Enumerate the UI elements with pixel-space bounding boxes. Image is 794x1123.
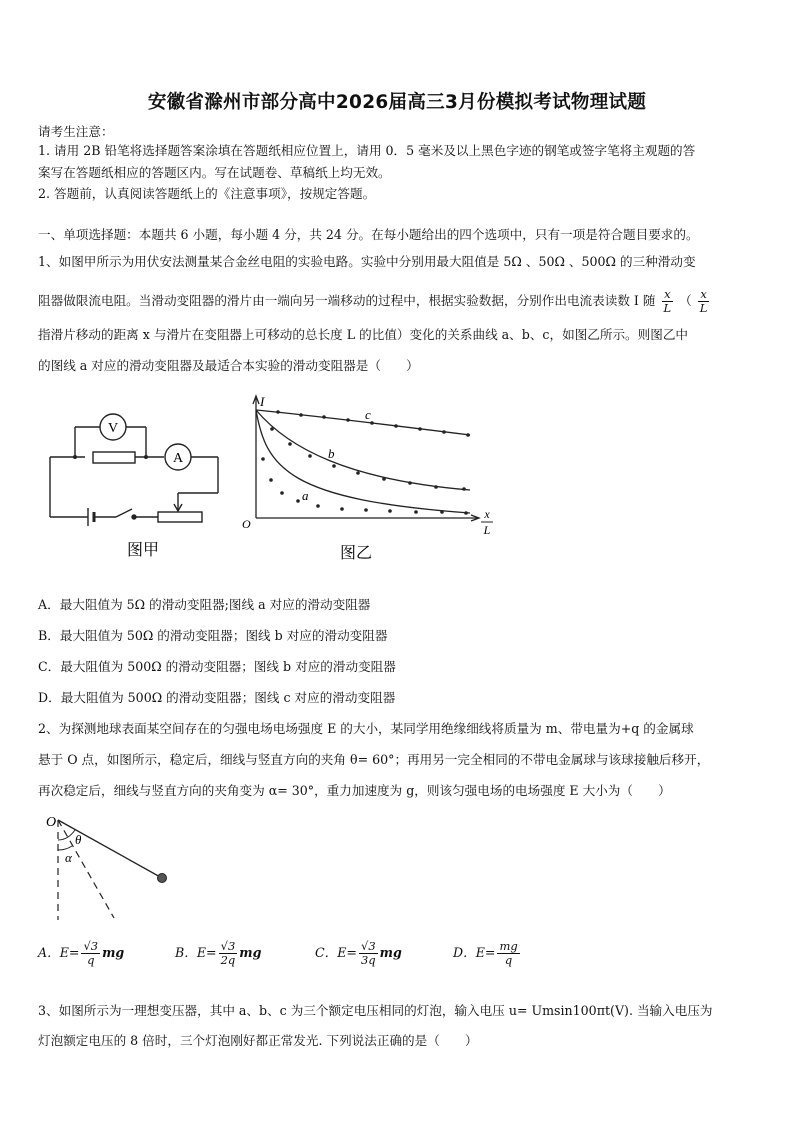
q1-line-1: 1、如图甲所示为用伏安法测量某合金丝电阻的实验电路。实验中分别用最大阻值是 5Ω 、50Ω 、500Ω 的三种滑动变 (38, 254, 696, 269)
q3-line-1: 3、如图所示为一理想变压器，其中 a、b、c 为三个额定电压相同的灯泡，输入电压 u= Umsin100πt(V). 当输入电压为 (38, 1003, 713, 1018)
q1-option-d: D．最大阻值为 500Ω 的滑动变阻器；图线 c 对应的滑动变阻器 (38, 690, 396, 705)
section-heading: 一、单项选择题：本题共 6 小题，每小题 4 分，共 24 分。在每小题给出的四个选项中，只有一项是符合题目要求的。 (38, 227, 699, 242)
notice-item-1a: 1. 请用 2B 铅笔将选择题答案涂填在答题纸相应位置上，请用 0．5 毫米及以上黑色字迹的钢笔或签字笔将主观题的答 (38, 143, 696, 158)
q1-option-c: C．最大阻值为 500Ω 的滑动变阻器；图线 b 对应的滑动变阻器 (38, 659, 396, 674)
notice-item-2: 2. 答题前，认真阅读答题纸上的《注意事项》，按规定答题。 (38, 186, 376, 201)
notice-heading: 请考生注意： (38, 124, 114, 139)
q2-line-2: 悬于 O 点，如图所示，稳定后，细线与竖直方向的夹角 θ= 60°；再用另一完全相同的不带电金属球与该球接触后移开， (38, 752, 710, 767)
q1-line-2: 阻器做限流电阻。当滑动变阻器的滑片由一端向另一端移动的过程中，根据实验数据，分别作出电流表读数 I 随 $\frac{x}{L}$ （ $\frac{x}{L}$ (38, 287, 708, 315)
curve-a-label: a (302, 488, 309, 503)
theta-label: θ (75, 832, 82, 847)
q2-option-d: D．E= $\frac{mg}{q}$ (453, 939, 518, 967)
graph-origin: O (242, 517, 251, 531)
q1-fraction-x-over-l: $\frac{x}{L}$ (663, 287, 672, 315)
pendulum-o-label: O (46, 815, 57, 830)
voltmeter-label: V (107, 421, 119, 436)
graph-axis-i: I (260, 394, 265, 409)
circuit-diagram (40, 405, 230, 565)
q2-option-b: B．E= $\frac{√3}{2q}$ mg (175, 939, 262, 967)
figure-jia-caption: 图甲 (126, 540, 160, 559)
graph-axis-x: x (484, 507, 490, 521)
curve-c-label: c (365, 407, 371, 422)
page-title: 安徽省滁州市部分高中2026届高三3月份模拟考试物理试题 (147, 92, 647, 113)
q1-option-b: B．最大阻值为 50Ω 的滑动变阻器；图线 b 对应的滑动变阻器 (38, 628, 388, 643)
q2-line-3: 再次稳定后，细线与竖直方向的夹角变为 α= 30°，重力加速度为 g，则该匀强电场的电场强度 E 大小为（ ） (38, 783, 671, 798)
notice-item-1b: 案写在答题纸相应的答题区内。写在试题卷、草稿纸上均无效。 (38, 165, 391, 180)
q1-fraction-x-over-l-2: $\frac{x}{L}$ (699, 287, 708, 315)
q2-line-1: 2、为探测地球表面某空间存在的匀强电场电场强度 E 的大小，某同学用绝缘细线将质量为 m、带电量为+q 的金属球 (38, 721, 694, 736)
curve-graph (238, 388, 508, 568)
graph-axis-l: L (483, 523, 491, 537)
q1-line-4: 的图线 a 对应的滑动变阻器及最适合本实验的滑动变阻器是（ ） (38, 358, 419, 373)
q2-option-a: A．E= $\frac{√3}{q}$ mg (38, 939, 125, 967)
q1-option-a: A．最大阻值为 5Ω 的滑动变阻器;图线 a 对应的滑动变阻器 (38, 597, 371, 612)
ammeter-label: A (172, 451, 184, 466)
figure-yi-caption: 图乙 (339, 543, 373, 562)
q2-option-c: C．E= $\frac{√3}{3q}$ mg (315, 939, 402, 967)
q1-line-3: 指滑片移动的距离 x 与滑片在变阻器上可移动的总长度 L 的比值）变化的关系曲线 a、b、c，如图乙所示。则图乙中 (38, 327, 689, 342)
alpha-label: α (65, 850, 72, 865)
pendulum-diagram (38, 810, 178, 930)
q1-line-2-text: 阻器做限流电阻。当滑动变阻器的滑片由一端向另一端移动的过程中，根据实验数据，分别作出电流表读数 I 随 (38, 293, 656, 308)
curve-b-label: b (328, 446, 335, 461)
q3-line-2: 灯泡额定电压的 8 倍时，三个灯泡刚好都正常发光. 下列说法正确的是（ ） (38, 1033, 478, 1048)
